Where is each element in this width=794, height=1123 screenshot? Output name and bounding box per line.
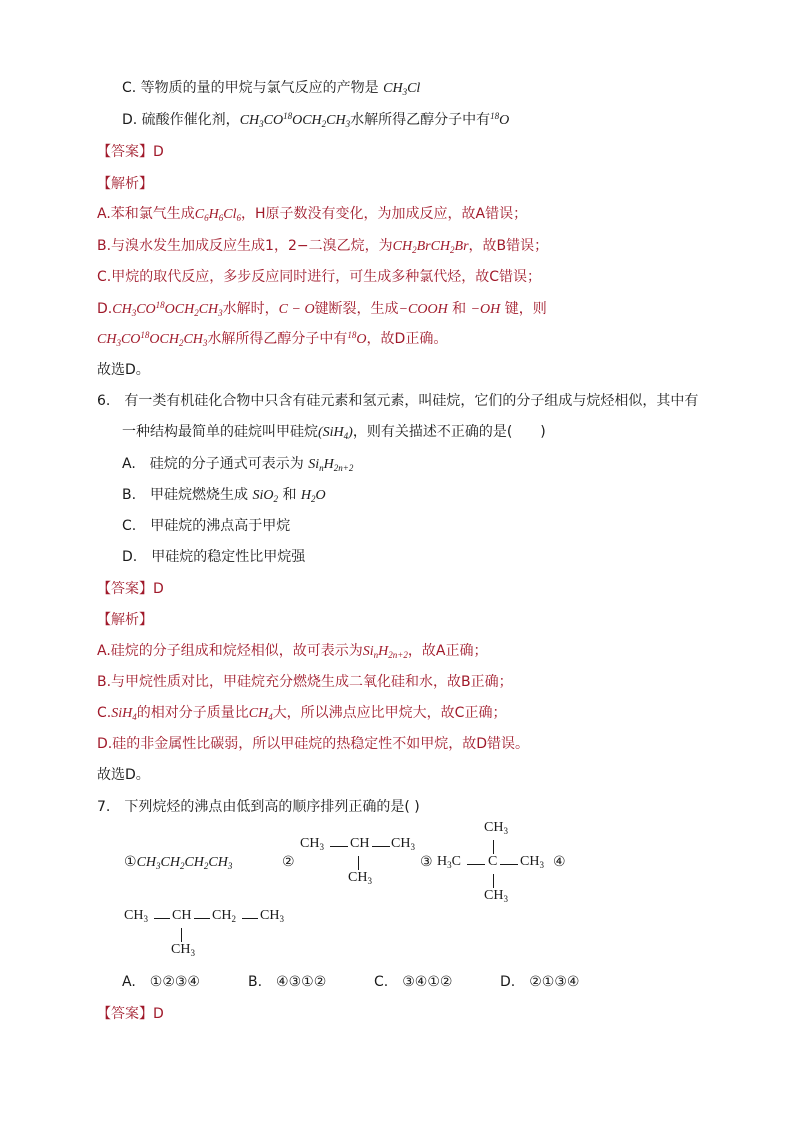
q5-analysis-a: A.苯和氯气生成$C_6H_6Cl_6$，H原子数没有变化，为加成反应，故A错误； — [97, 206, 528, 223]
q7-circle-2: ② — [282, 854, 295, 870]
q6-analysis-a: A.硅烷的分子组成和烷烃相似，故可表示为$Si_nH_{2n+2}$，故A正确； — [97, 643, 488, 660]
formula: (SiH$_4$) — [318, 425, 353, 441]
q6-analysis-b: B.与甲烷性质对比，甲硅烷充分燃烧生成二氧化硅和水，故B正确； — [97, 674, 513, 690]
q5-conclusion: 故选D。 — [97, 362, 150, 378]
q6-analysis-d: D.硅的非金属性比碳弱，所以甲硅烷的热稳定性不如甲烷，故D错误。 — [97, 736, 530, 752]
q7-stem: 7. 下列烷烃的沸点由低到高的顺序排列正确的是( ) — [97, 799, 420, 815]
q6-stem-line2: 一种结构最简单的硅烷叫甲硅烷(SiH$_4$)，则有关描述不正确的是( ) — [122, 424, 546, 441]
formula: −COOH — [398, 302, 448, 317]
formula: $C_6H_6Cl_6$ — [194, 207, 241, 223]
q6-conclusion: 故选D。 — [97, 767, 150, 783]
formula: $CH_3CH_2CH_2CH_3$ — [136, 855, 233, 871]
q6-option-b: B. 甲硅烷燃烧生成 SiO$_2$ 和 $H_2O$ — [122, 487, 326, 504]
q6-answer: 【答案】D — [97, 581, 164, 597]
q5-analysis-d-cont: $CH_3CO^{18}OCH_2CH_3$水解所得乙醇分子中有$^{18}$O，故D正确。 — [97, 330, 448, 348]
q7-compound-2-structure: $CH_3$ CH $CH_3$ $CH_3$ — [300, 836, 415, 886]
q5-option-c: C. 等物质的量的甲烷与氯气反应的产物是 $CH_3Cl$ — [122, 80, 421, 97]
q6-stem-line1: 6. 有一类有机硅化合物中只含有硅元素和氢元素，叫硅烷，它们的分子组成与烷烃相似，其中有 — [97, 393, 699, 409]
q6-option-c: C. 甲硅烷的沸点高于甲烷 — [122, 518, 291, 534]
q7-answer: 【答案】D — [97, 1006, 164, 1022]
formula: $^{18}$O — [347, 330, 367, 347]
formula: $CH_3CO^{18}OCH_2CH_3$ — [239, 111, 351, 129]
q7-compound-3-structure: $CH_3$ $H_3C$ C $CH_3$ $CH_3$ — [437, 820, 544, 904]
formula: $CH_3CO^{18}OCH_2CH_3$ — [112, 300, 223, 318]
q5-option-d: D. 硫酸作催化剂，$CH_3CO^{18}OCH_2CH_3$水解所得乙醇分子中有$^{18}$O — [122, 111, 510, 129]
formula: SiH$_4$ — [111, 706, 137, 722]
q5-analysis-b: B.与溴水发生加成反应生成1，2−二溴乙烷，为$CH_2BrCH_2Br$，故B错误； — [97, 238, 549, 255]
q6-option-d: D. 甲硅烷的稳定性比甲烷强 — [122, 549, 306, 565]
q7-circle-3: ③ — [420, 854, 433, 870]
formula: $Si_nH_{2n+2}$ — [362, 644, 408, 660]
q5-analysis-c: C.甲烷的取代反应，多步反应同时进行，可生成多种氯代烃，故C错误； — [97, 269, 541, 285]
formula: $^{18}$O — [490, 111, 510, 128]
q7-choice-d: D. ②①③④ — [500, 974, 580, 990]
formula: $CH_4$ — [248, 706, 273, 722]
formula: SiO$_2$ — [252, 488, 279, 504]
q7-choice-a: A. ①②③④ — [122, 974, 200, 990]
q6-analysis-c: C.SiH$_4$的相对分子质量比$CH_4$大，所以沸点应比甲烷大，故C正确； — [97, 705, 507, 722]
q7-choice-b: B. ④③①② — [248, 974, 327, 990]
q5-answer: 【答案】D — [97, 144, 164, 160]
formula: C − O — [278, 302, 315, 317]
formula: $Si_nH_{2n+2}$ — [308, 457, 354, 473]
formula: −OH — [470, 302, 501, 317]
q6-option-a: A. 硅烷的分子通式可表示为 $Si_nH_{2n+2}$ — [122, 456, 354, 473]
q7-choice-c: C. ③④①② — [374, 974, 453, 990]
q5-analysis-d: $D.CH_3CO^{18}OCH_2CH_3$水解时，C − O键断裂，生成−COOH 和 −OH 键，则 — [97, 300, 547, 318]
q7-compound-4-structure: $CH_3$ CH $CH_2$ $CH_3$ $CH_3$ — [124, 908, 284, 958]
formula: $CH_3CO^{18}OCH_2CH_3$ — [97, 330, 208, 348]
q7-compound-1: $①CH_3CH_2CH_2CH_3$ — [124, 854, 233, 871]
formula: $H_2O$ — [300, 488, 326, 504]
q6-analysis-title: 【解析】 — [97, 612, 153, 628]
formula: $CH_2BrCH_2Br$ — [392, 239, 469, 255]
formula: $CH_3Cl$ — [383, 81, 421, 97]
q5-analysis-title: 【解析】 — [97, 176, 153, 192]
q7-circle-4: ④ — [553, 854, 566, 870]
